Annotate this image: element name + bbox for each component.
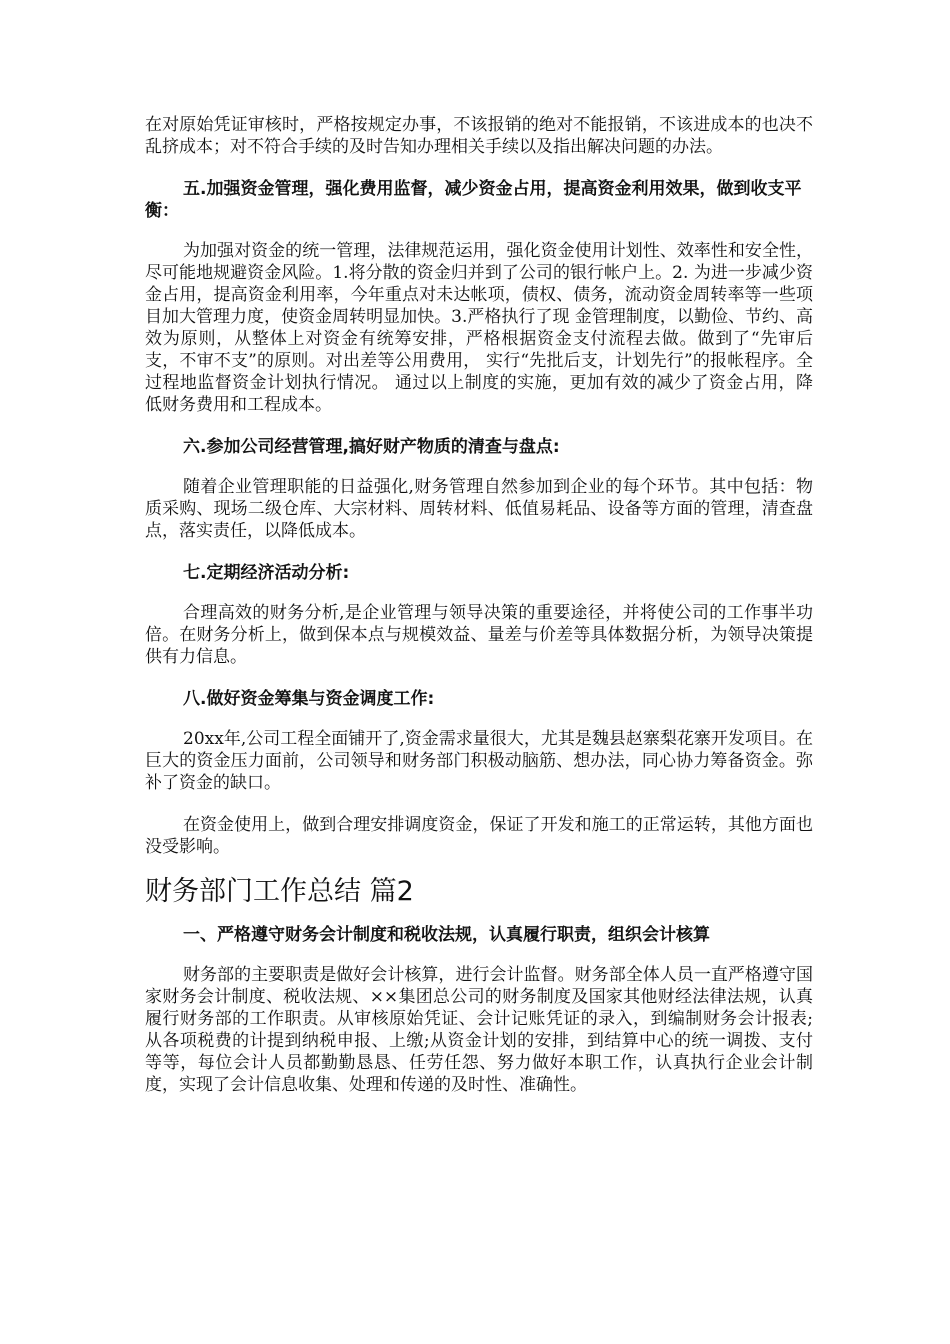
paragraph-fund-raising: 20xx年,公司工程全面铺开了,资金需求量很大，尤其是魏县赵寨梨花寨开发项目。在巨大的资金压力面前，公司领导和财务部门积极动脑筋、想办法，同心协力筹备资金。弥补了资金的缺口。 bbox=[145, 729, 813, 793]
section-heading-7: 七.定期经济活动分析: bbox=[183, 563, 350, 583]
document-page bbox=[145, 114, 813, 1096]
paragraph-asset-inventory: 随着企业管理职能的日益强化,财务管理自然参加到企业的每个环节。其中包括：物质采购、现场二级仓库、大宗材料、周转材料、低值易耗品、设备等方面的管理，清查盘点，落实责任，以降低成本。 bbox=[145, 477, 813, 541]
section-heading-8: 八.做好资金筹集与资金调度工作: bbox=[183, 689, 435, 709]
paragraph-financial-analysis: 合理高效的财务分析,是企业管理与领导决策的重要途径，并将使公司的工作事半功倍。在财务分析上，做到保本点与规模效益、量差与价差等具体数据分析，为领导决策提供有力信息。 bbox=[145, 603, 813, 667]
section-heading-6: 六.参加公司经营管理,搞好财产物质的清查与盘点: bbox=[183, 437, 560, 457]
paragraph-fund-usage: 在资金使用上，做到合理安排调度资金，保证了开发和施工的正常运转，其他方面也没受影响。 bbox=[145, 815, 813, 857]
paragraph-fund-management: 为加强对资金的统一管理，法律规范运用，强化资金使用计划性、效率性和安全性，尽可能地规避资金风险。1.将分散的资金归并到了公司的银行帐户上。2. 为进一步减少资金占用，提高资金利用率，今年重点对未达帐项，债权、债务，流动资金周转率等一些项目加大管理力度，使资金周转明显加快。3.严格执行了现 金管理制度，以勤俭、节约、高效为原则，从整体上对资金有统筹安排，严格根据资金支付流程去做。做到了“先审后支，不审不支”的原则。对出差等公用费用， 实行“先批后支，计划先行”的报帐程序。全过程地监督资金计划执行情况。 通过以上制度的实施，更加有效的减少了资金占用，降低财务费用和工程成本。 bbox=[145, 241, 813, 415]
article-title-part2: 财务部门工作总结 篇2 bbox=[145, 876, 414, 907]
paragraph-finance-dept-duties: 财务部的主要职责是做好会计核算，进行会计监督。财务部全体人员一直严格遵守国家财务会计制度、税收法规、××集团总公司的财务制度及国家其他财经法律法规，认真履行财务部的工作职责。从审核原始凭证、会计记账凭证的录入，到编制财务会计报表;从各项税费的计提到纳税申报、上缴;从资金计划的安排，到结算中心的统一调拨、支付等等，每位会计人员都勤勤恳恳、任劳任怨、努力做好本职工作，认真执行企业会计制度，实现了会计信息收集、处理和传递的及时性、准确性。 bbox=[145, 965, 813, 1095]
section-heading-part2-1: 一、严格遵守财务会计制度和税收法规，认真履行职责，组织会计核算 bbox=[183, 925, 710, 945]
paragraph-original-voucher-review: 在对原始凭证审核时，严格按规定办事，不该报销的绝对不能报销，不该进成本的也决不乱挤成本；对不符合手续的及时告知办理相关手续以及指出解决问题的办法。 bbox=[145, 115, 813, 157]
section-heading-5: 五.加强资金管理，强化费用监督，减少资金占用，提高资金利用效果，做到收支平衡： bbox=[145, 179, 802, 221]
